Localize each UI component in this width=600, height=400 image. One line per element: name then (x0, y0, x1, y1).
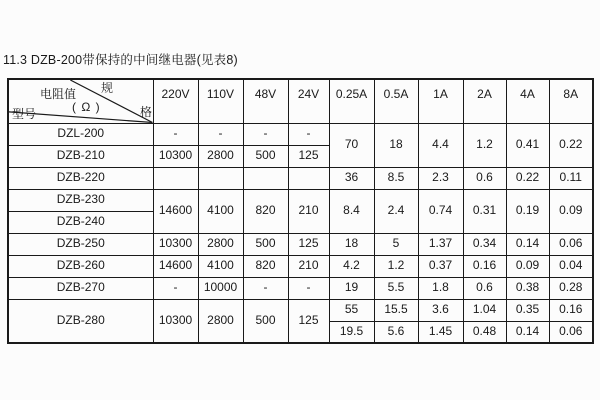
value-cell: 0.48 (463, 321, 506, 343)
value-cell: - (288, 123, 329, 145)
value-cell: 500 (243, 145, 288, 167)
column-header: 110V (198, 79, 243, 123)
value-cell: 210 (288, 255, 329, 277)
value-cell: 2800 (198, 233, 243, 255)
value-cell: 36 (329, 167, 374, 189)
value-cell: 2800 (198, 145, 243, 167)
value-cell: 0.14 (506, 233, 549, 255)
column-header: 8A (549, 79, 593, 123)
table-row (8, 255, 593, 277)
value-cell: 1.37 (418, 233, 463, 255)
model-cell: DZB-270 (8, 277, 153, 299)
header-row (8, 79, 593, 123)
value-cell: 125 (288, 299, 329, 343)
value-cell: 55 (329, 299, 374, 321)
value-cell: 1.04 (463, 299, 506, 321)
value-cell: - (153, 123, 198, 145)
value-cell: 19 (329, 277, 374, 299)
model-cell: DZL-200 (8, 123, 153, 145)
value-cell: 2.4 (374, 189, 418, 233)
value-cell: 125 (288, 233, 329, 255)
value-cell: 8.5 (374, 167, 418, 189)
model-label: 型号 (12, 107, 37, 121)
value-cell: 1.2 (374, 255, 418, 277)
section-title: 11.3 DZB-200带保持的中间继电器(见表8) (3, 53, 238, 67)
value-cell: 0.11 (549, 167, 593, 189)
value-cell: 18 (374, 123, 418, 167)
value-cell: 8.4 (329, 189, 374, 233)
column-header: 0.25A (329, 79, 374, 123)
relay-spec-table (7, 78, 594, 344)
value-cell: 19.5 (329, 321, 374, 343)
value-cell: 0.6 (463, 167, 506, 189)
value-cell: 4.4 (418, 123, 463, 167)
value-cell: 0.35 (506, 299, 549, 321)
value-cell: 18 (329, 233, 374, 255)
resistance-label: 电阻值 (40, 87, 77, 101)
value-cell: 500 (243, 299, 288, 343)
value-cell: 0.74 (418, 189, 463, 233)
value-cell: 5 (374, 233, 418, 255)
value-cell: 500 (243, 233, 288, 255)
value-cell: 4.2 (329, 255, 374, 277)
value-cell (198, 167, 243, 189)
value-cell: 820 (243, 255, 288, 277)
value-cell: 0.34 (463, 233, 506, 255)
value-cell: 0.6 (463, 277, 506, 299)
diagonal-header-cell (8, 79, 153, 123)
table-row (8, 167, 593, 189)
model-cell: DZB-250 (8, 233, 153, 255)
table-row (8, 277, 593, 299)
column-header: 4A (506, 79, 549, 123)
value-cell: 1.2 (463, 123, 506, 167)
value-cell: 0.22 (506, 167, 549, 189)
value-cell: - (243, 277, 288, 299)
table-row (8, 233, 593, 255)
column-header: 2A (463, 79, 506, 123)
value-cell: 0.28 (549, 277, 593, 299)
value-cell: 3.6 (418, 299, 463, 321)
value-cell: 0.22 (549, 123, 593, 167)
value-cell: 2800 (198, 299, 243, 343)
spec-label-top: 规 (101, 81, 114, 95)
model-cell: DZB-210 (8, 145, 153, 167)
value-cell (288, 167, 329, 189)
table-row (8, 299, 593, 321)
model-cell: DZB-230 (8, 189, 153, 211)
column-header: 220V (153, 79, 198, 123)
model-cell: DZB-220 (8, 167, 153, 189)
resistance-unit-label: ( Ω ) (72, 100, 101, 114)
value-cell: - (198, 123, 243, 145)
table-row (8, 123, 593, 145)
value-cell: 0.37 (418, 255, 463, 277)
value-cell: - (288, 277, 329, 299)
column-header: 1A (418, 79, 463, 123)
value-cell: 0.16 (549, 299, 593, 321)
value-cell: 10300 (153, 299, 198, 343)
value-cell (153, 167, 198, 189)
value-cell: 0.19 (506, 189, 549, 233)
value-cell: - (243, 123, 288, 145)
value-cell: 14600 (153, 255, 198, 277)
column-header: 0.5A (374, 79, 418, 123)
model-cell: DZB-240 (8, 211, 153, 233)
table-row (8, 189, 593, 211)
column-header: 24V (288, 79, 329, 123)
value-cell: 820 (243, 189, 288, 233)
value-cell: 14600 (153, 189, 198, 233)
value-cell: 10300 (153, 233, 198, 255)
value-cell: 70 (329, 123, 374, 167)
value-cell: 125 (288, 145, 329, 167)
value-cell: 15.5 (374, 299, 418, 321)
value-cell: 0.09 (549, 189, 593, 233)
value-cell: 0.14 (506, 321, 549, 343)
value-cell (243, 167, 288, 189)
value-cell: 0.31 (463, 189, 506, 233)
value-cell: 5.6 (374, 321, 418, 343)
value-cell: 0.16 (463, 255, 506, 277)
value-cell: 1.45 (418, 321, 463, 343)
model-cell: DZB-260 (8, 255, 153, 277)
value-cell: 4100 (198, 255, 243, 277)
value-cell: 0.38 (506, 277, 549, 299)
value-cell: - (153, 277, 198, 299)
value-cell: 0.41 (506, 123, 549, 167)
value-cell: 210 (288, 189, 329, 233)
model-cell: DZB-280 (8, 299, 153, 343)
value-cell: 10000 (198, 277, 243, 299)
value-cell: 0.06 (549, 321, 593, 343)
column-header: 48V (243, 79, 288, 123)
value-cell: 2.3 (418, 167, 463, 189)
value-cell: 1.8 (418, 277, 463, 299)
value-cell: 0.04 (549, 255, 593, 277)
value-cell: 10300 (153, 145, 198, 167)
value-cell: 0.09 (506, 255, 549, 277)
value-cell: 5.5 (374, 277, 418, 299)
value-cell: 4100 (198, 189, 243, 233)
spec-label-bottom: 格 (140, 105, 153, 119)
value-cell: 0.06 (549, 233, 593, 255)
